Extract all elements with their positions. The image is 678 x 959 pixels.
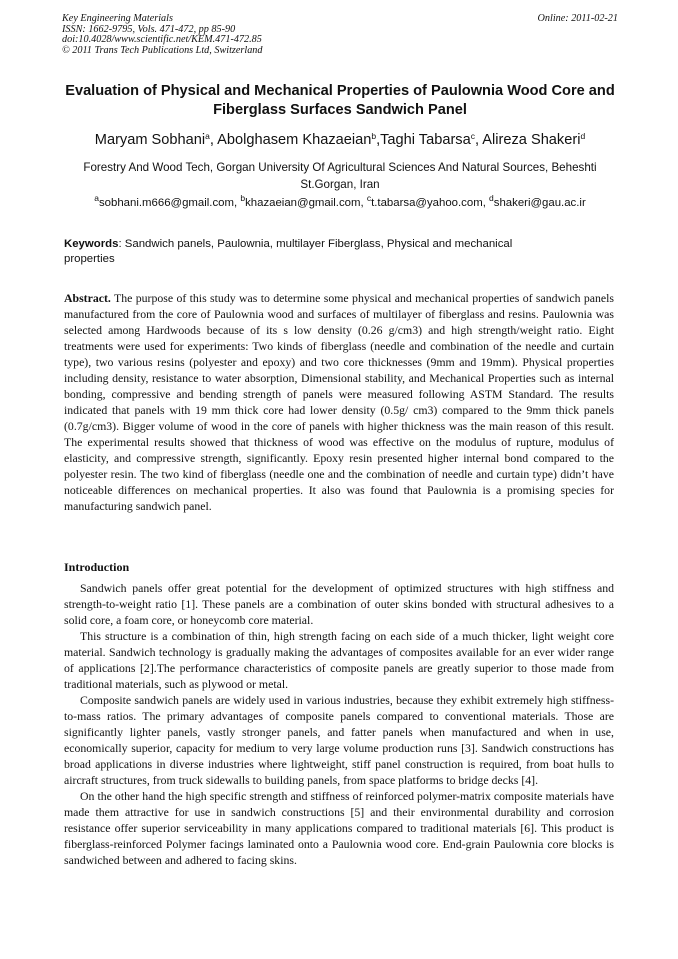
paragraph: Sandwich panels offer great potential for the development of optimized structures with high stiffness and strength-to-weight ratio [1]. These panels are a combination of outer skins bonded with structural adhesives to a solid core, a foam core, or honeycomb core material.: [64, 581, 614, 627]
author-affiliation-mark: b: [371, 131, 377, 141]
author-affiliation-mark: a: [205, 131, 210, 141]
online-date: Online: 2011-02-21: [537, 13, 618, 24]
author-affiliation-mark: c: [470, 131, 475, 141]
paragraph: On the other hand the high specific strength and stiffness of reinforced polymer-matrix composite materials have made them attractive for use in sandwich constructions [5] and their environmental durability and corrosion resistance offer superior serviceability in many applications compared to traditional materials [6]. This product is fiberglass-reinforced Polymer facings laminated onto a Paulownia wood core. End-grain Paulownia core blocks is sandwiched between and adhered to facing skins.: [64, 789, 614, 867]
email-address: khazaeian@gmail.com: [245, 197, 361, 209]
keywords: [64, 237, 564, 267]
author-affiliation-mark: d: [580, 131, 586, 141]
author-name: Taghi Tabarsa: [380, 132, 471, 148]
doi-line: doi:10.4028/www.scientific.net/KEM.471-472.85: [62, 34, 262, 46]
paper-title: Evaluation of Physical and Mechanical Properties of Paulownia Wood Core and Fiberglass Surfaces Sandwich Panel: [65, 83, 615, 118]
keywords-label: Keywords: [64, 238, 119, 250]
journal-name: Key Engineering Materials: [62, 13, 173, 24]
abstract-text: The purpose of this study was to determine some physical and mechanical properties of sandwich panels manufactured from the core of Paulownia wood and surfaces of multilayer of fiberglass and resins. Paulownia was selected among Hardwoods because of its s low density (0.26 g/cm3) and high strength/weight ratio. Eight treatments were used for experiments: Two kinds of fiberglass (needle and combination of the needle and curtain type), two various resins (polyester and epoxy) and two core thicknesses (9mm and 19mm). Physical properties including density, resistance to water absorption, Dimensional stability, and Mechanical Properties such as internal bonding, compressive and bending strength of panels were measured following ASTM Standard. The results indicated that panels with 19 mm thick core had lower density (0.5g/ cm3) compared to the 9mm thick panels (0.7g/cm3). Bigger volume of wood in the core of panels with higher thickness was the main reason of this result. The experimental results showed that thickness of wood was effective on the modulus of rupture, modulus of elasticity, and compressive strength, significantly. Epoxy resin presented higher internal bond compared to the polyester resin. The two kind of fiberglass (needle one and the combination of needle and curtain type) didn’t have noticeable differences on mechanical properties. It also was found that Paulownia is a promising species for manufacturing sandwich panel.: [64, 291, 614, 513]
email-mark: a: [94, 193, 99, 203]
author-list: Maryam Sobhani$^a$, Abolghasem Khazaeian$^b$,Taghi Tabarsa$^c$, Alireza Shakeri$^d$: [94, 131, 586, 148]
journal-header: [62, 14, 618, 56]
paragraph: Composite sandwich panels are widely used in various industries, because they exhibit extremely high stiffness-to-mass ratios. The primary advantages of composite panels compared to conventional materials. Those are significantly lighter panels, vastly stronger panels, and fatter panels when manufactured and when in use, economically superior, capacity for medium to very large volume production runs [3]. Sandwich constructions has broad applications in diverse industries where lightweight, stiff panel construction is required, from boat hulls to aircraft structures, from truck sidewalls to building panels, from space platforms to bridge decks [4].: [64, 693, 614, 787]
affiliation: Forestry And Wood Tech, Gorgan University Of Agricultural Sciences And Natural Sources, Beheshti St.Gorgan, Iran: [83, 161, 597, 191]
email-mark: b: [240, 193, 246, 203]
email-address: t.tabarsa@yahoo.com: [371, 197, 483, 209]
email-address: shakeri@gau.ac.ir: [493, 197, 586, 209]
email-mark: c: [366, 193, 372, 203]
introduction-body: [64, 580, 614, 868]
email-list: $^a$sobhani.m666@gmail.com, $^b$khazaeian@gmail.com, $^c$t.tabarsa@yahoo.com, $^d$shakeri@gau.ac.ir: [94, 193, 586, 209]
paragraph: This structure is a combination of thin, high strength facing on each side of a much thicker, light weight core material. Sandwich technology is gradually making the advantages of composites available for an ever wider range of applications [2].The performance characteristics of composite panels are greatly superior to those made from traditional materials, such as plywood or metal.: [64, 629, 614, 691]
author-name: Alireza Shakeri: [482, 132, 581, 148]
email-mark: d: [489, 193, 494, 203]
issn-line: ISSN: 1662-9795, Vols. 471-472, pp 85-90: [62, 23, 236, 35]
author-name: Maryam Sobhani: [94, 132, 206, 148]
abstract-label: Abstract.: [64, 291, 111, 305]
email-address: sobhani.m666@gmail.com: [98, 197, 234, 209]
copyright-line: © 2011 Trans Tech Publications Ltd, Switzerland: [62, 44, 263, 56]
author-name: Abolghasem Khazaeian: [217, 132, 372, 148]
abstract: [64, 290, 614, 514]
introduction-heading: Introduction: [64, 560, 130, 574]
keywords-text: : Sandwich panels, Paulownia, multilayer Fiberglass, Physical and mechanical properties: [64, 238, 513, 265]
